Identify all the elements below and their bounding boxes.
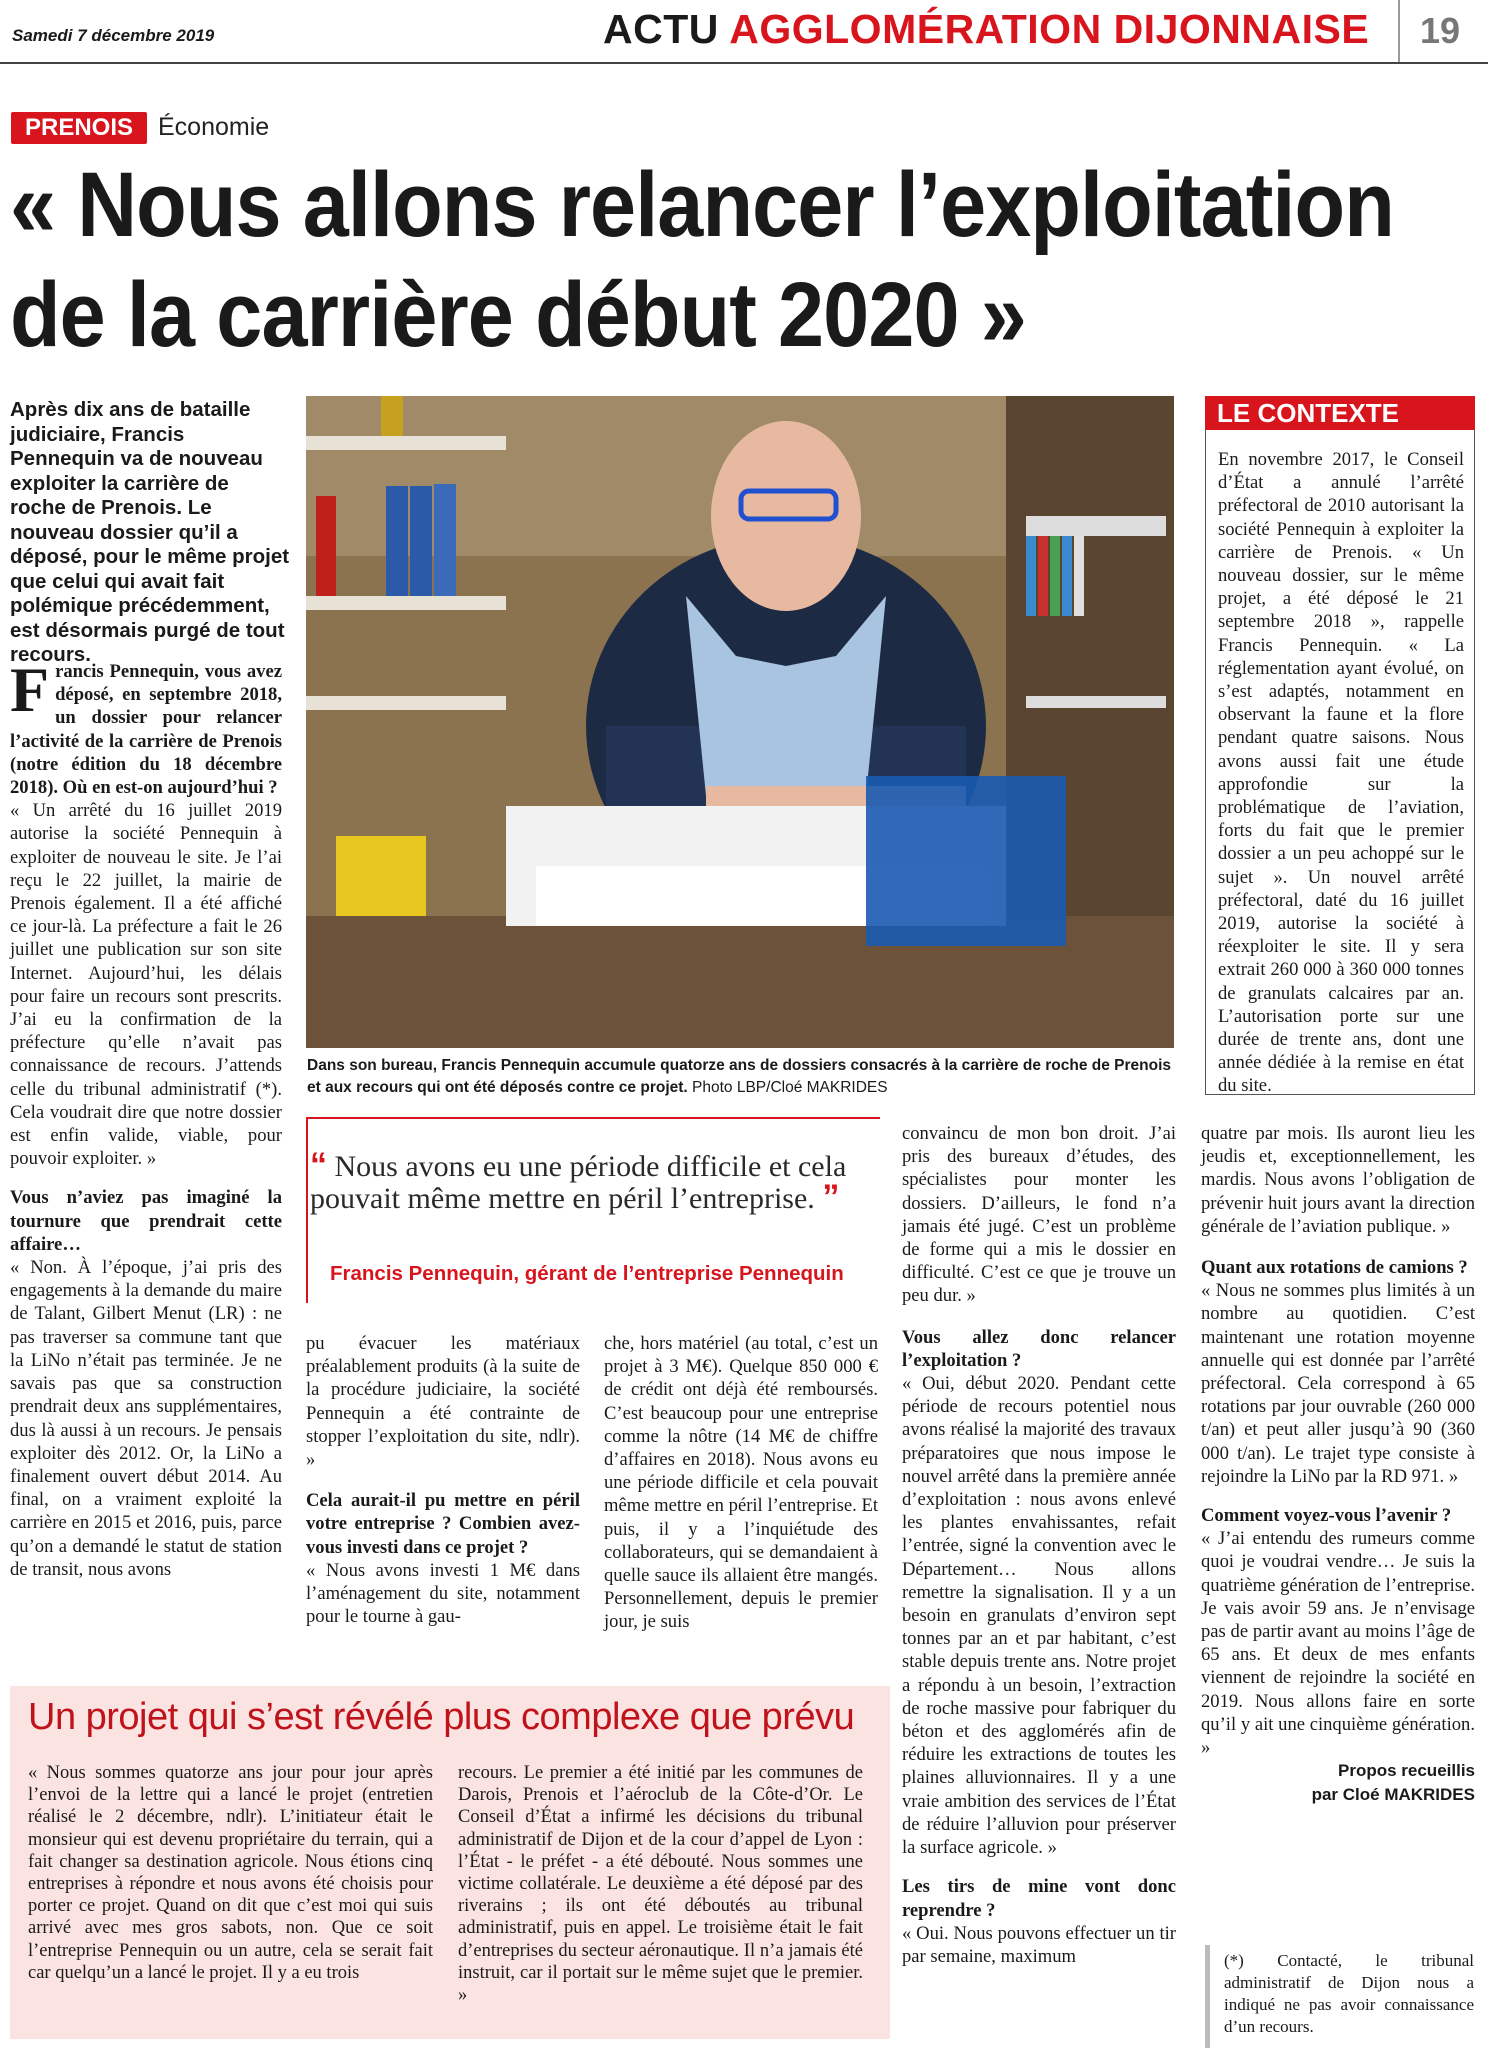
photo-caption (307, 1055, 1173, 1099)
sidebar-col-2 (458, 1762, 863, 2006)
question-5: Les tirs de mine vont donc reprendre ? (902, 1876, 1176, 1921)
answer-2-part-2: pu évacuer les matériaux préalablement produits (à la suite de la procédure judiciaire, la société Pennequin a été contrainte de stopper l’exploitation du site, ndlr). » (306, 1333, 580, 1471)
answer-5-part-1: « Oui. Nous pouvons effectuer un tir par semaine, maximum (902, 1922, 1176, 1967)
pull-quote-rule (306, 1117, 308, 1303)
header-rule (0, 62, 1488, 64)
open-quote-mark: “ (310, 1146, 327, 1184)
column-5 (1201, 1122, 1475, 1807)
pull-quote-author: Francis Pennequin, gérant de l’entreprise Pennequin (330, 1262, 844, 1285)
answer-7: « J’ai entendu des rumeurs comme quoi je voudrai vendre… Je suis la quatrième génération de l’entreprise. Je vais avoir 59 ans. Je n’envisage pas de partir avant au moins l’âge de 65 ans. Et deux de mes enfants viennent de rejoindre la société en 2019. Nous allons faire en sorte qu’il y ait une cinquième génération. » (1201, 1528, 1475, 1759)
context-heading: LE CONTEXTE (1205, 396, 1475, 430)
page-number: 19 (1420, 10, 1461, 51)
section-title (603, 6, 1369, 53)
office-photo-illustration (306, 396, 1174, 1048)
section-prefix: ACTU (603, 6, 719, 52)
answer-3-part-3: convaincu de mon bon droit. J’ai pris des bureaux d’études, des spécialistes pour monter les dossiers. D’ailleurs, le fond n’a jamais été jugé. C’est un problème de forme qui a mis le dossier en difficulté. C’est ce que je trouve un peu dur. » (902, 1123, 1176, 1307)
column-4 (902, 1122, 1176, 1968)
rubric-label: Économie (158, 113, 270, 141)
pull-quote (310, 1146, 880, 1216)
close-quote-mark: ” (822, 1178, 840, 1216)
context-text: En novembre 2017, le Conseil d’État a annulé l’arrêté préfectoral de 2010 autorisant la société Pennequin à exploiter la carrière de Prenois. « Un nouveau dossier, sur le même projet, a été déposé le 21 septembre 2018 », rappelle Francis Pennequin. « La réglementation ayant évolué, on s’est adaptés, notamment en observant la faune et la flore pendant quatre saisons. Nous avons aussi fait une étude approfondie sur la problématique de l’aviation, forts du fait que le premier dossier a un peu achoppé sur le sujet ». Un nouvel arrêté préfectoral, daté du 16 juillet 2019, autorise la société à réexploiter le site. Il y sera extrait 260 000 à 360 000 tonnes de granulats calcaires par an. L’autorisation porte sur une durée de trente ans, dont une année dédiée à la remise en état du site. (1218, 449, 1464, 1097)
answer-4: « Oui, début 2020. Pendant cette période de recours potentiel nous avons réalisé la majorité des travaux préparatoires que nous impose le nouvel arrêté dans la première année d’exploitation : nous avons enlevé les plantes envahissantes, refait l’entrée, signé la convention avec le Département… Nous allons remettre la signalisation. Il y a un besoin en granulats d’environ sept tonnes par an et par habitant, c’est stable depuis trente ans. Notre projet a répondu à un besoin, l’extraction de roche massive pour fabriquer du béton et des agglomérés afin de réduire les extractions de toutes les plaines alluvionnaires. Il y a une vraie ambition des services de l’État de réduire l’alluvion pour préserver la surface agricole. » (902, 1373, 1176, 1859)
column-2 (306, 1332, 580, 1628)
answer-3-part-1: « Nous avons investi 1 M€ dans l’aménagement du site, notamment pour le tourne à gau- (306, 1559, 580, 1628)
headline-line-1: « Nous allons relancer l’exploitation (10, 154, 1394, 256)
drop-cap: F (10, 654, 50, 725)
question-3: Cela aurait-il pu mettre en péril votre entreprise ? Combien avez-vous investi dans ce projet ? (306, 1490, 580, 1558)
headline-line-2: de la carrière début 2020 » (10, 264, 1026, 366)
column-3 (604, 1332, 878, 1634)
sidebar-text-1: « Nous sommes quatorze ans jour pour jour après l’envoi de la lettre qui a lancé le projet (entretien réalisé le 2 décembre, ndlr). L’initiateur était le monsieur qui est devenu propriétaire du terrain, qui a fait changer sa destination agricole. Nous étions cinq entreprises à répondre et nous avons été choisis pour porter ce projet. Quand on dit que c’est moi qui suis arrivé avec mes gros sabots, non. Que ce soit l’entreprise Pennequin ou un autre, cela se serait fait car quelqu’un a lancé le projet. Il y a eu trois (28, 1763, 433, 1983)
footnote: (*) Contacté, le tribunal administratif de Dijon nous a indiqué ne pas avoir connaissance d’un recours. (1224, 1951, 1474, 2036)
footnote-rule (1205, 1945, 1210, 2048)
headline (10, 150, 1394, 370)
kicker-tag: PRENOIS (11, 112, 147, 144)
photo-credit: Photo LBP/Cloé MAKRIDES (692, 1079, 888, 1096)
header-divider (1398, 0, 1400, 62)
section-name: AGGLOMÉRATION DIJONNAISE (729, 6, 1370, 52)
byline-line-1: Propos recueillis (1338, 1761, 1475, 1781)
answer-3-part-2: che, hors matériel (au total, c’est un projet à 3 M€). Quelque 850 000 € de crédit ont déjà été remboursés. C’est beaucoup pour une entreprise comme la nôtre (14 M€ de chiffre d’affaires en 2018). Nous avons eu une période difficile et cela pouvait même mettre en péril l’entreprise. Et puis, il y a l’inquiétude des collaborateurs, qui se demandaient à quelle sauce ils allaient être mangés. Personnellement, depuis le premier jour, je suis (604, 1333, 878, 1633)
question-4: Vous allez donc relancer l’exploitation ? (902, 1326, 1176, 1371)
caption-text: Dans son bureau, Francis Pennequin accumule quatorze ans de dossiers consacrés à la carrière de roche de Prenois et aux recours qui ont été déposés contre ce projet. (307, 1057, 1172, 1096)
answer-1: « Un arrêté du 16 juillet 2019 autorise la société Pennequin à exploiter de nouveau le site. Je l’ai reçu le 22 juillet, la mairie de Prenois également. Il a été affiché ce jour-là. La préfecture a fait le 26 juillet une publication sur son site Internet. Aujourd’hui, les délais pour faire un recours sont prescrits. J’ai eu la confirmation de la préfecture qu’elle n’avait pas connaissance de recours. J’attends celle du tribunal administratif (*). Cela voudrait dire que notre dossier est enfin valide, viable, pour pouvoir exploiter. » (10, 800, 282, 1170)
sidebar-text-2: recours. Le premier a été initié par les communes de Darois, Prenois et l’aéroclub de la Côte-d’Or. Le Conseil d’État a infirmé les décisions du tribunal administratif de Dijon et de la cour d’appel de Lyon : l’État - le préfet - a été débouté. Nous sommes une victime collatérale. Le deuxième a été déposé par des riverains ; ils ont été déboutés au tribunal administratif, puis en appel. Le troisième était le fait d’entreprises du secteur aéronautique. Il n’a jamais été instruit, car il portait sur le même sujet que le premier. » (458, 1763, 863, 2006)
byline (1201, 1759, 1475, 1807)
question-7: Comment voyez-vous l’avenir ? (1201, 1505, 1452, 1527)
answer-5-part-2: quatre par mois. Ils auront lieu les jeudis et, exceptionnellement, les mardis. Nous avons l’obligation de prévenir huit jours avant la direction générale de l’aviation publique. » (1201, 1123, 1475, 1237)
sidebar-col-1 (28, 1762, 433, 1984)
answer-6: « Nous ne sommes plus limités à un nombre au quotidien. C’est maintenant une rotation moyenne annuelle qui est donnée par l’arrêté préfectoral. Cela correspond à 65 rotations par jour ouvrable (260 000 t/an) et peut aller jusqu’à 90 (360 000 t/an). Le trajet type consiste à rejoindre la LiNo par la RD 971. » (1201, 1280, 1475, 1487)
column-1 (10, 654, 282, 1581)
context-box (1205, 430, 1475, 1095)
sidebar-title: Un projet qui s’est révélé plus complexe que prévu (28, 1696, 855, 1738)
article-photo (306, 396, 1174, 1048)
pull-quote-text: Nous avons eu une période difficile et cela pouvait même mettre en péril l’entreprise. (310, 1150, 847, 1215)
question-1: rancis Pennequin, vous avez déposé, en septembre 2018, un dossier pour relancer l’activité de la carrière de Prenois (notre édition du 18 décembre 2018). Où en est-on aujourd’hui ? (10, 661, 282, 799)
pull-quote-top-rule (306, 1117, 880, 1119)
article-lead: Après dix ans de bataille judiciaire, Francis Pennequin va de nouveau exploiter la carrière de roche de Prenois. Le nouveau dossier qu’il a déposé, pour le même projet que celui qui avait fait polémique précédemment, est désormais purgé de tout recours. (10, 398, 290, 666)
byline-line-2: par Cloé MAKRIDES (1311, 1785, 1475, 1805)
question-2: Vous n’aviez pas imaginé la tournure que prendrait cette affaire… (10, 1187, 282, 1255)
question-6: Quant aux rotations de camions ? (1201, 1257, 1468, 1279)
issue-date: Samedi 7 décembre 2019 (12, 26, 215, 45)
answer-2-part-1: « Non. À l’époque, j’ai pris des engagements à la demande du maire de Talant, Gilbert Menut (LR) : ne pas traverser sa commune tant que la LiNo n’était pas terminée. Je ne savais pas que sa construction prendrait deux ans supplémentaires, dus là aussi à un recours. Je pensais exploiter dès 2012. Or, la LiNo a finalement ouvert début 2014. Au final, on a vraiment exploité la carrière en 2015 et 2016, puis, parce qu’on a demandé le statut de station de transit, nous avons (10, 1257, 282, 1580)
